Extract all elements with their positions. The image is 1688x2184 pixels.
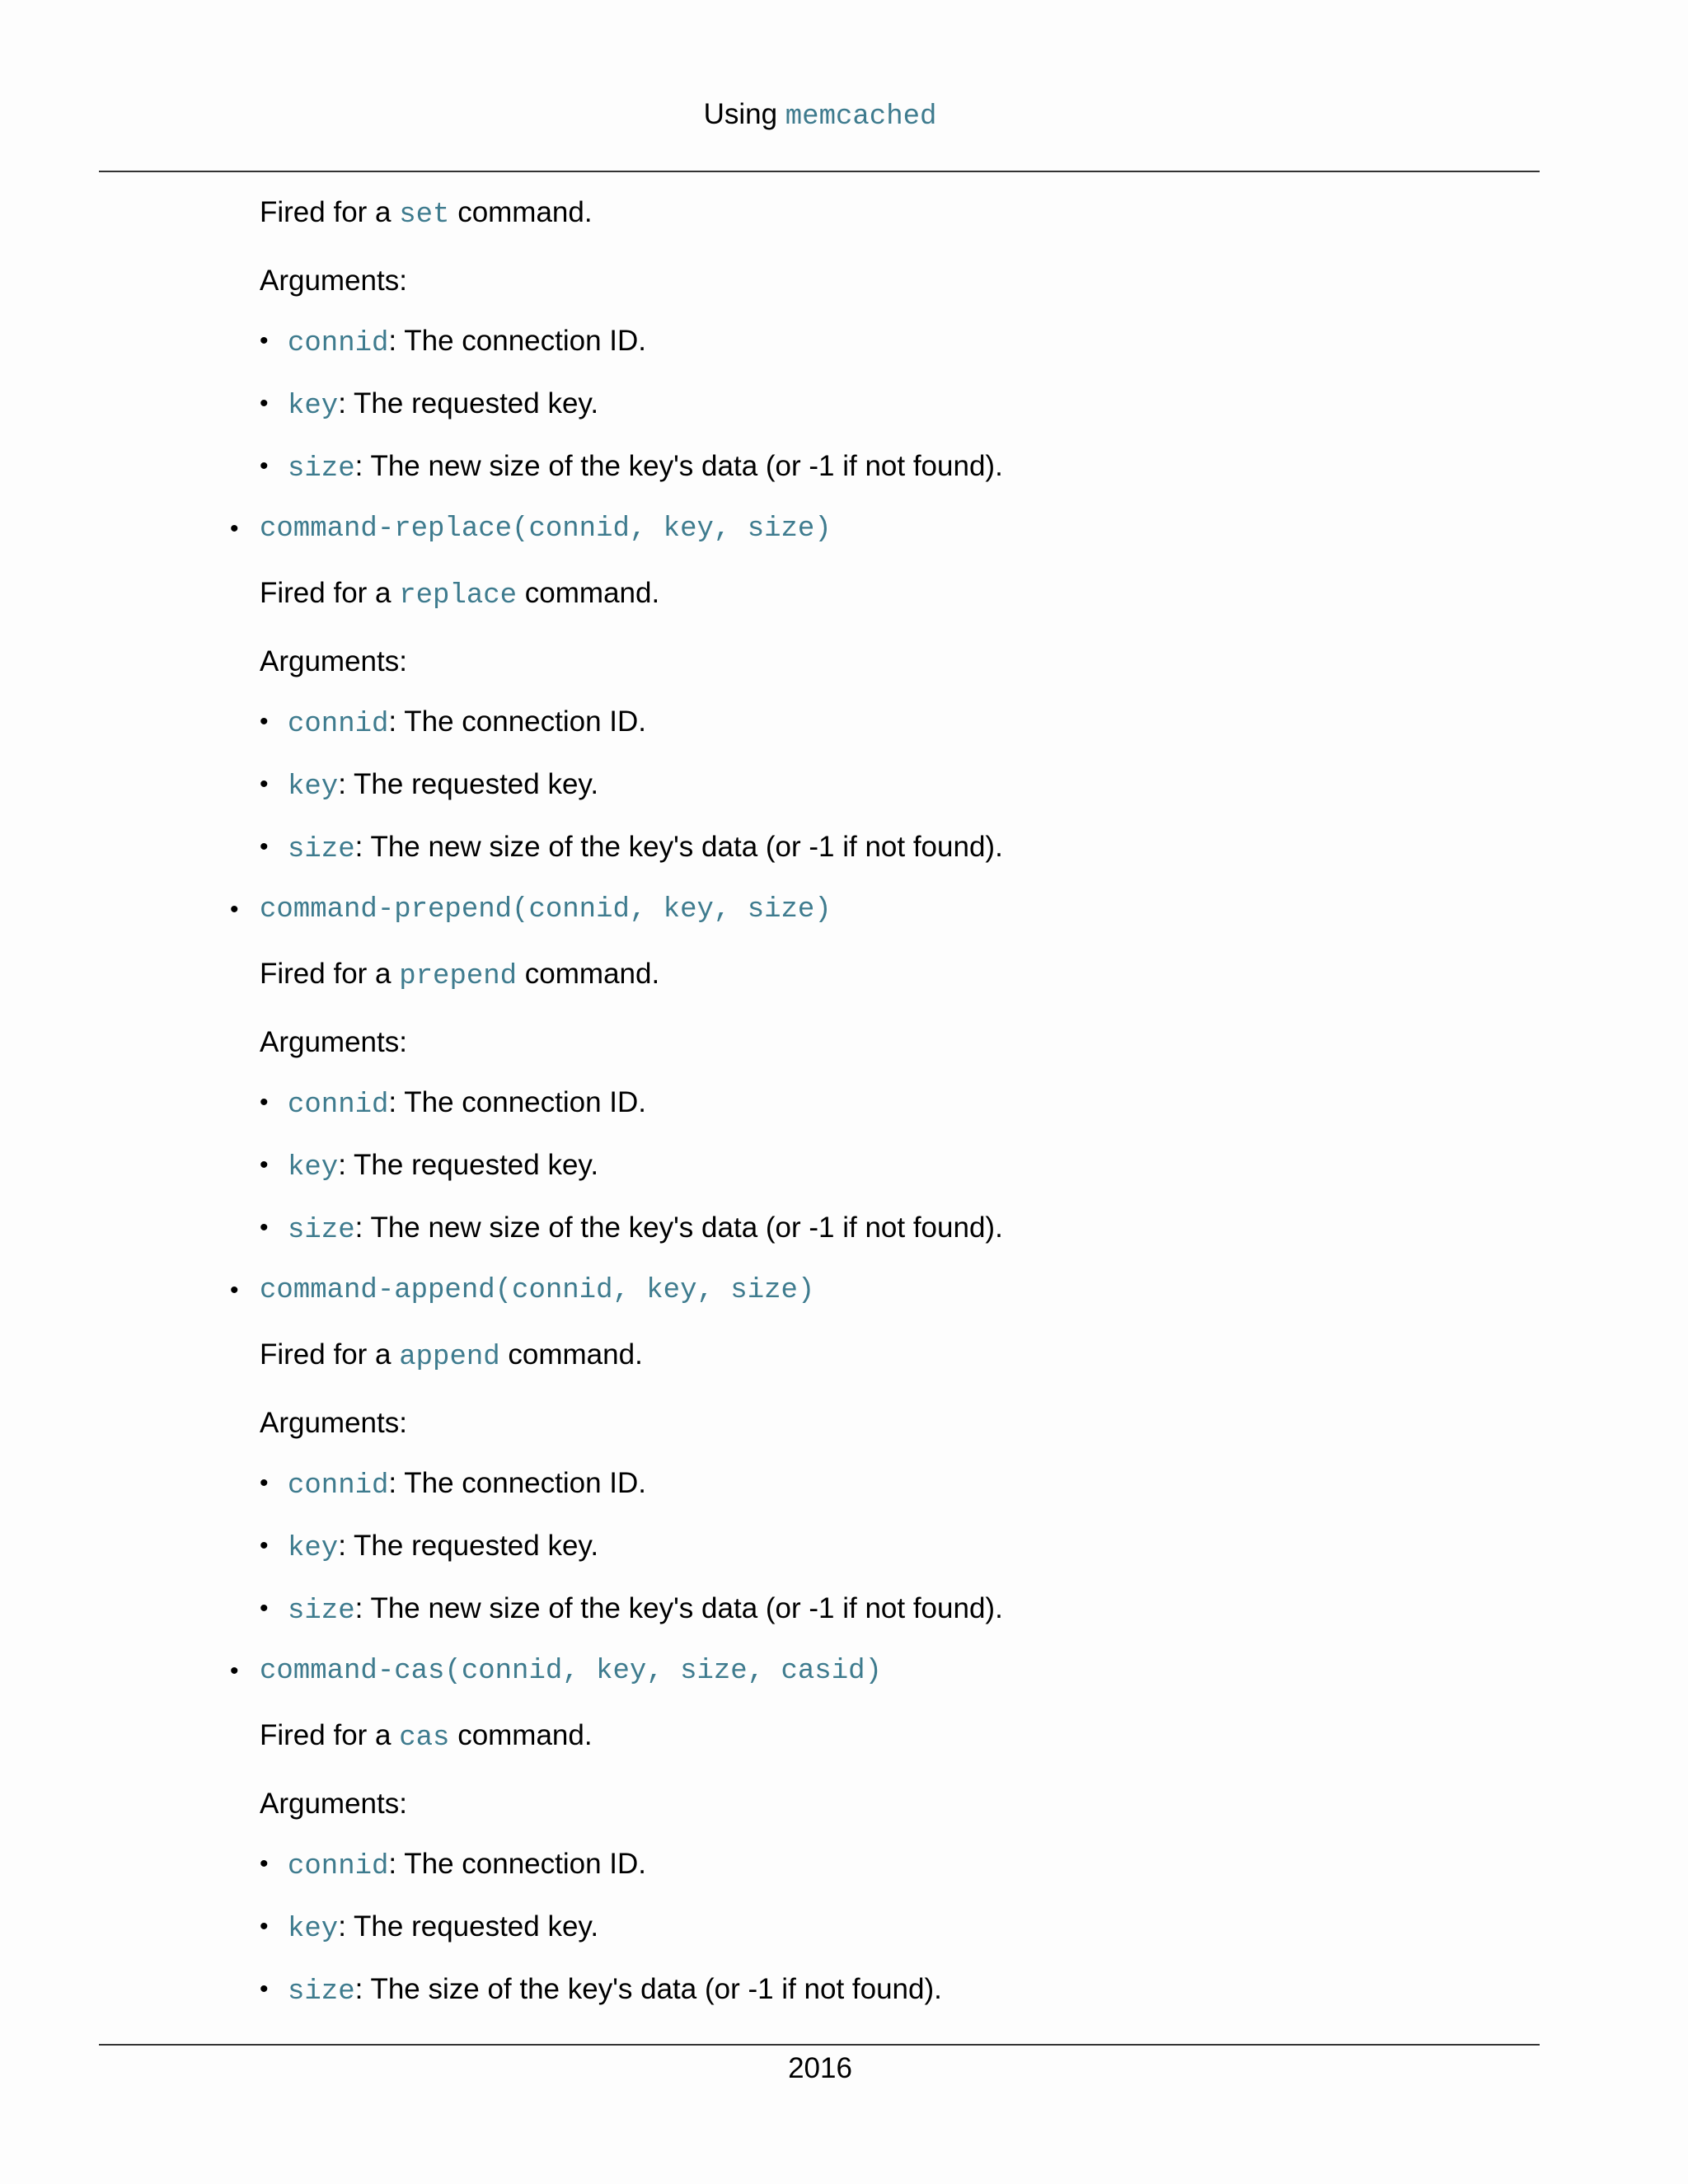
arguments-label: Arguments:	[260, 265, 407, 297]
argument-description: : The requested key.	[338, 1530, 599, 1562]
event-description: Fired for a append command.	[260, 1338, 643, 1373]
argument-item	[288, 1080, 1688, 1128]
argument-description: : The connection ID.	[388, 1848, 647, 1880]
event-signature: • command-replace(connid, key, size)	[260, 506, 1688, 552]
argument-item	[288, 699, 1688, 748]
argument-name: key	[288, 1533, 339, 1564]
argument-name: connid	[288, 1470, 389, 1502]
argument-name: size	[288, 1215, 355, 1246]
command-code: replace	[399, 580, 518, 612]
command-code: append	[399, 1342, 500, 1373]
argument-item	[288, 824, 1688, 873]
argument-description: : The connection ID.	[388, 325, 647, 357]
argument-item	[288, 1966, 1688, 2015]
argument-description: : The requested key.	[338, 768, 599, 800]
argument-name: size	[288, 834, 355, 865]
argument-item	[288, 1460, 1688, 1509]
argument-description: : The connection ID.	[388, 1086, 647, 1118]
argument-item	[288, 443, 1688, 492]
event-block-cas	[0, 1648, 1688, 2015]
event-signature: • command-prepend(connid, key, size)	[260, 887, 1688, 933]
argument-description: : The connection ID.	[388, 1467, 647, 1499]
argument-name: size	[288, 453, 355, 485]
argument-item	[288, 381, 1688, 429]
event-description: Fired for a replace command.	[260, 577, 660, 612]
argument-name: connid	[288, 1090, 389, 1121]
page-header	[0, 92, 1640, 139]
event-signature: • command-cas(connid, key, size, casid)	[260, 1648, 1688, 1694]
argument-name: key	[288, 391, 339, 422]
argument-description: : The new size of the key's data (or -1 if not found).	[354, 831, 1003, 863]
arguments-label: Arguments:	[260, 1026, 407, 1058]
argument-description: : The new size of the key's data (or -1 if not found).	[354, 450, 1003, 482]
argument-description: : The new size of the key's data (or -1 if not found).	[354, 1592, 1003, 1624]
argument-name: size	[288, 1976, 355, 2008]
argument-description: : The connection ID.	[388, 705, 647, 738]
event-description: Fired for a cas command.	[260, 1719, 593, 1754]
argument-item	[288, 1142, 1688, 1191]
argument-item	[288, 318, 1688, 367]
command-code: set	[399, 199, 450, 231]
argument-description: : The size of the key's data (or -1 if not found).	[354, 1973, 942, 2005]
event-description: Fired for a prepend command.	[260, 958, 660, 992]
argument-name: connid	[288, 328, 389, 359]
event-block-prepend	[0, 887, 1688, 1254]
event-block-replace	[0, 506, 1688, 873]
event-block-append	[0, 1268, 1688, 1634]
event-description: Fired for a set command.	[260, 196, 593, 231]
argument-name: key	[288, 1152, 339, 1183]
header-prefix: Using	[703, 98, 778, 130]
argument-name: size	[288, 1596, 355, 1627]
argument-item	[288, 1904, 1688, 1952]
argument-name: connid	[288, 1851, 389, 1882]
header-code: memcached	[785, 101, 937, 133]
argument-name: key	[288, 771, 339, 803]
argument-item	[288, 1586, 1688, 1634]
command-code: cas	[399, 1722, 450, 1754]
event-signature: • command-append(connid, key, size)	[260, 1268, 1688, 1314]
header-divider	[99, 171, 1540, 172]
arguments-label: Arguments:	[260, 1788, 407, 1820]
argument-item	[288, 762, 1688, 810]
argument-name: connid	[288, 709, 389, 740]
argument-description: : The requested key.	[338, 1149, 599, 1181]
argument-item	[288, 1205, 1688, 1254]
argument-item	[288, 1523, 1688, 1572]
page-number: 2016	[788, 2052, 852, 2084]
command-code: prepend	[399, 961, 518, 992]
argument-item	[288, 1841, 1688, 1890]
argument-description: : The new size of the key's data (or -1 if not found).	[354, 1212, 1003, 1244]
argument-name: key	[288, 1914, 339, 1945]
argument-description: : The requested key.	[338, 1910, 599, 1943]
arguments-label: Arguments:	[260, 1407, 407, 1439]
argument-description: : The requested key.	[338, 387, 599, 419]
document-body	[0, 190, 1688, 2015]
event-block-set	[0, 190, 1688, 492]
arguments-label: Arguments:	[260, 645, 407, 677]
